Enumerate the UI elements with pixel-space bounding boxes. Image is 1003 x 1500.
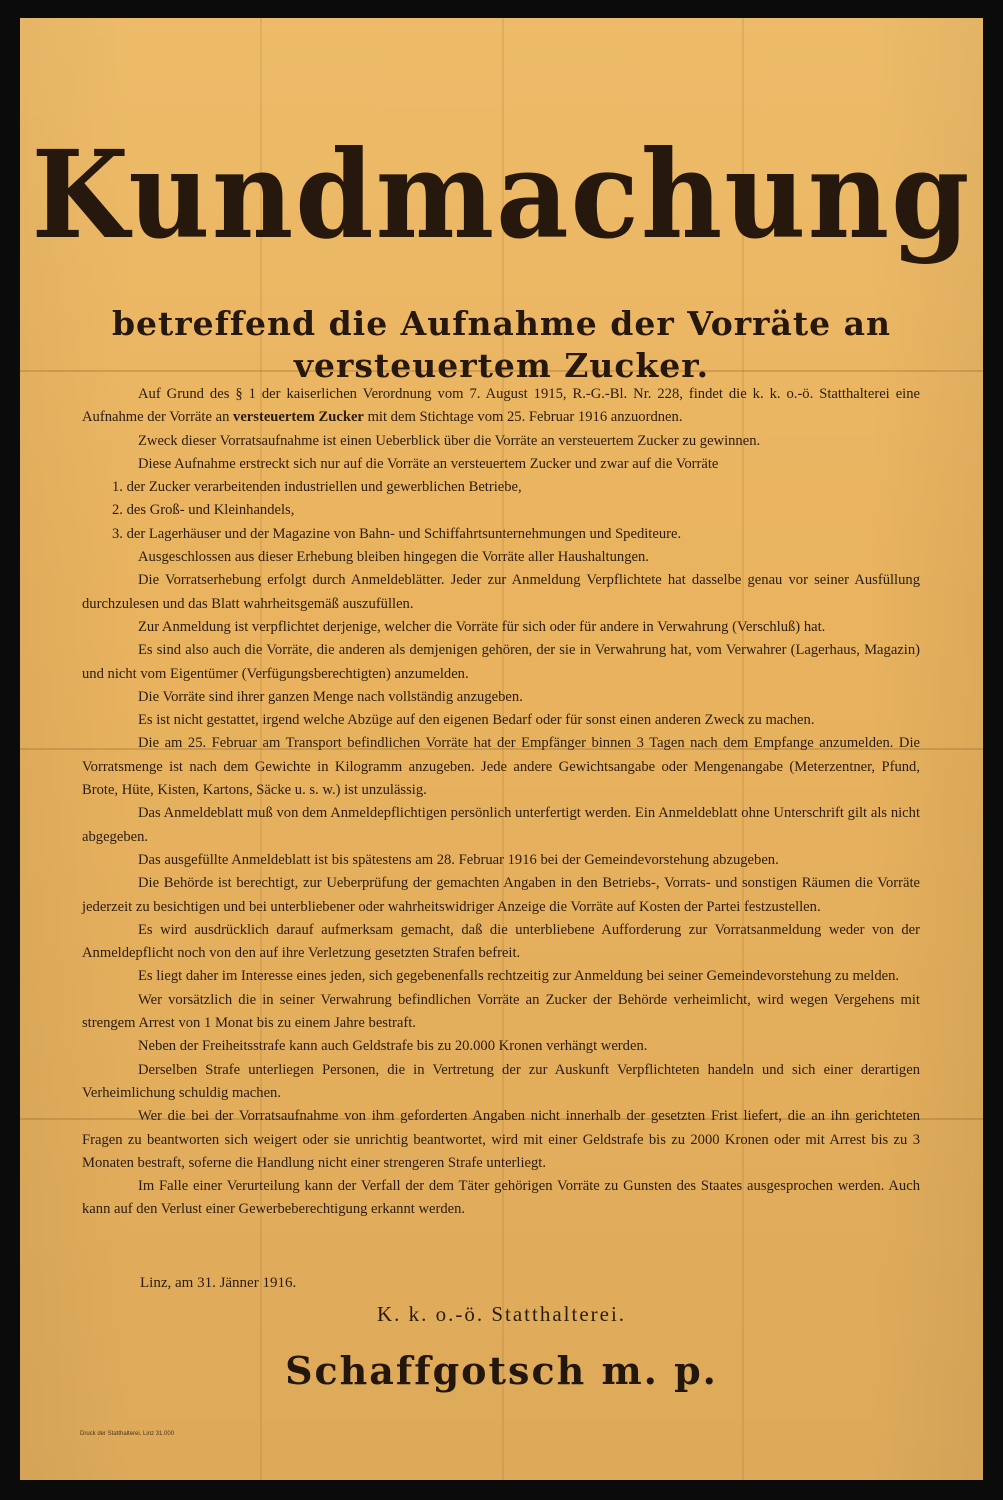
paragraph: Die am 25. Februar am Transport befindlichen Vorräte hat der Empfänger binnen 3 Tagen nach dem Empfange anzumelden. Die Vorratsmenge ist nach dem Gewichte in Kilogramm anzugeben. Jede andere Gewichtsangabe oder Mengenangabe (Meterzentner, Pfund, Brote, Hüte, Kisten, Kartons, Säcke u. s. w.) ist unzulässig. xyxy=(82,735,920,799)
paragraph: Es sind also auch die Vorräte, die anderen als demjenigen gehören, der sie in Verwahrung hat, vom Verwahrer (Lagerhaus, Magazin) und nicht vom Eigentümer (Verfügungsberechtigten) anzumelden. xyxy=(82,642,920,682)
paragraph: Neben der Freiheitsstrafe kann auch Geldstrafe bis zu 20.000 Kronen verhängt werden. xyxy=(138,1038,648,1055)
paragraph: Ausgeschlossen aus dieser Erhebung bleiben hingegen die Vorräte aller Haushaltungen. xyxy=(138,549,649,566)
place-date: Linz, am 31. Jänner 1916. xyxy=(140,1275,297,1291)
paragraph: Die Vorräte sind ihrer ganzen Menge nach vollständig anzugeben. xyxy=(138,688,523,705)
paragraph: Es ist nicht gestattet, irgend welche Abzüge auf den eigenen Bedarf oder für sonst einen anderen Zweck zu machen. xyxy=(138,712,815,729)
list-item: 1. der Zucker verarbeitenden industriellen und gewerblichen Betriebe, xyxy=(112,479,522,496)
issuing-authority: K. k. o.-ö. Statthalterei. xyxy=(376,1302,627,1326)
paragraph: Das ausgefüllte Anmeldeblatt ist bis spätestens am 28. Februar 1916 bei der Gemeindevorstehung abzugeben. xyxy=(138,851,779,868)
paragraph: Wer die bei der Vorratsaufnahme von ihm geforderten Angaben nicht innerhalb der gesetzten Frist liefert, die an ihn gerichteten Fragen zu beantworten sich weigert oder sie unrichtig beantwortet, wird mit einer Geldstrafe bis zu 2000 Kronen oder mit Arrest bis zu 3 Monaten bestraft, soferne die Handlung nicht einer strengeren Strafe unterliegt. xyxy=(82,1108,920,1171)
poster-title: Kundmachung xyxy=(31,124,972,267)
paragraph: Zur Anmeldung ist verpflichtet derjenige, welcher die Vorräte für sich oder für andere in Verwahrung (Verschluß) hat. xyxy=(138,618,826,635)
poster-subtitle: betreffend die Aufnahme der Vorräte an versteuertem Zucker. xyxy=(111,304,892,385)
paragraph: Es wird ausdrücklich darauf aufmerksam gemacht, daß die unterbliebene Aufforderung zur Vorratsanmeldung weder von der Anmeldepflicht noch von den auf ihre Verletzung gesetzten Strafen befreit. xyxy=(82,921,920,962)
paragraph: Die Behörde ist berechtigt, zur Ueberprüfung der gemachten Angaben in den Betriebs-, Vorrats- und sonstigen Räumen die Vorräte jederzeit zu besichtigen und bei unterbliebener oder wahrheitswidriger Anzeige die Vorräte auf Kosten der Partei festzustellen. xyxy=(82,875,920,915)
poster xyxy=(20,18,983,1480)
list-item: 3. der Lagerhäuser und der Magazine von Bahn- und Schiffahrtsunternehmungen und Spediteure. xyxy=(112,525,682,542)
proclamation-body xyxy=(82,383,920,1222)
paragraph: Im Falle einer Verurteilung kann der Verfall der dem Täter gehörigen Vorräte zu Gunsten des Staates ausgesprochen werden. Auch kann auf den Verlust einer Gewerbeberechtigung erkannt werden. xyxy=(82,1178,920,1218)
paragraph: Auf Grund des § 1 der kaiserlichen Verordnung vom 7. August 1915, R.-G.-Bl. Nr. 228, findet die k. k. o.-ö. Statthalterei eine Aufnahme der Vorräte an versteuertem Zucker mit dem Stichtage vom 25. Februar 1916 anzuordnen. xyxy=(82,386,920,426)
paragraph: Wer vorsätzlich die in seiner Verwahrung befindlichen Vorräte an Zucker der Behörde verheimlicht, wird wegen Vergehens mit strengem Arrest von 1 Monat bis zu einem Jahre bestraft. xyxy=(82,991,920,1032)
paragraph: Derselben Strafe unterliegen Personen, die in Vertretung der zur Auskunft Verpflichteten handeln und sich einer derartigen Verheimlichung schuldig machen. xyxy=(82,1061,920,1101)
printer-note: Druck der Statthalterei, Linz 31.000 xyxy=(80,1431,175,1437)
paragraph: Es liegt daher im Interesse eines jeden, sich gegebenenfalls rechtzeitig zur Anmeldung bei seiner Gemeindevorstehung zu melden. xyxy=(138,968,900,985)
paragraph: Diese Aufnahme erstreckt sich nur auf die Vorräte an versteuertem Zucker und zwar auf die Vorräte xyxy=(138,455,719,472)
paragraph: Das Anmeldeblatt muß von dem Anmeldepflichtigen persönlich unterfertigt werden. Ein Anmeldeblatt ohne Unterschrift gilt als nicht abgegeben. xyxy=(82,805,920,845)
list-item: 2. des Groß- und Kleinhandels, xyxy=(112,502,295,519)
paragraph: Zweck dieser Vorratsaufnahme ist einen Ueberblick über die Vorräte an versteuertem Zucker zu gewinnen. xyxy=(138,432,761,449)
signature: Schaffgotsch m. p. xyxy=(285,1348,718,1393)
paragraph: Die Vorratserhebung erfolgt durch Anmeldeblätter. Jeder zur Anmeldung Verpflichtete hat dasselbe genau vor seiner Ausfüllung durchzulesen und das Blatt wahrheitsgemäß auszufüllen. xyxy=(82,572,920,612)
